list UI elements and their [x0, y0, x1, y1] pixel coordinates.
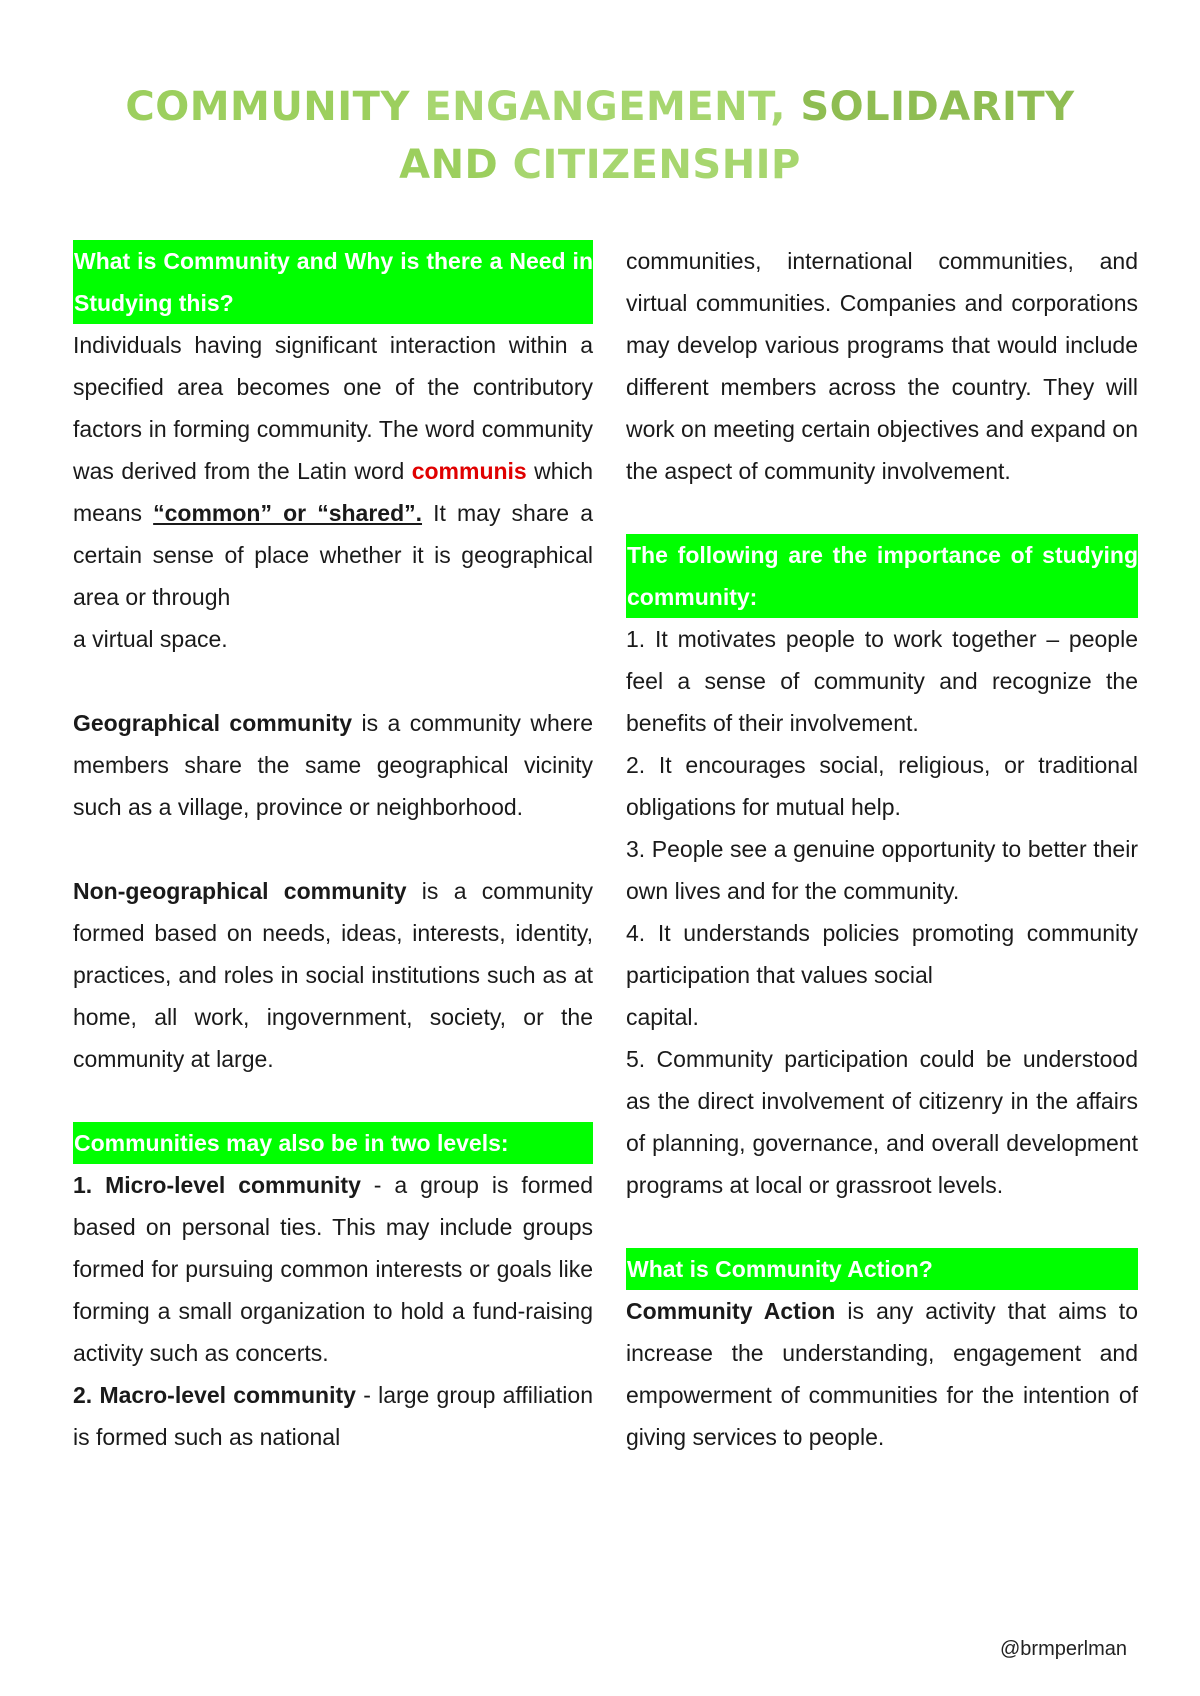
term-community-action: Community Action [626, 1298, 836, 1324]
title-word-engagement: ENGANGEMENT, [424, 84, 801, 130]
non-geographical-text: is a community formed based on needs, ideas, interests, identity, practices, and roles in social institutions such as at home, all work, ingovernment, society, or the community at large. [73, 878, 593, 1072]
term-non-geographical-community: Non-geographical community [73, 878, 407, 904]
term-communis: communis [411, 458, 527, 484]
macro-level-text: - large group affiliation is formed such as national [73, 1382, 593, 1450]
definition-text: Individuals having significant interaction within a specified area becomes one of the contributory factors in forming community. The word community was derived from the Latin word [73, 332, 593, 484]
definition-text-3: It may share a certain sense of place whether it is geographical area or through [73, 500, 593, 610]
term-macro-level: 2. Macro-level community [73, 1382, 356, 1408]
heading-importance: The following are the importance of studying community: [626, 534, 1138, 618]
title-word-and: AND [399, 142, 513, 188]
term-geographical-community: Geographical community [73, 710, 353, 736]
paragraph-virtual-space: a virtual space. [73, 626, 228, 652]
heading-two-levels: Communities may also be in two levels: [73, 1122, 593, 1164]
title-word-citizenship: CITIZENSHIP [512, 142, 801, 188]
list-item-continuation: capital. [626, 1004, 699, 1030]
paragraph-geographical [73, 702, 593, 828]
document-title [0, 78, 1200, 194]
author-handle: @brmperlman [1000, 1638, 1128, 1660]
list-item: 4. It understands policies promoting community participation that values social [626, 920, 1138, 988]
paragraph-non-geographical [73, 870, 593, 1080]
right-column [626, 240, 1138, 1458]
paragraph-macro-level [73, 1374, 593, 1458]
paragraph-micro-level [73, 1164, 593, 1374]
micro-level-text: - a group is formed based on personal ties. This may include groups formed for pursuing common interests or goals like forming a small organization to hold a fund-raising activity such as concerts. [73, 1172, 593, 1366]
heading-what-is-community: What is Community and Why is there a Need in Studying this? [73, 240, 593, 324]
paragraph-continuation: communities, international communities, and virtual communities. Companies and corporations may develop various programs that would include different members across the country. They will work on meeting certain objectives and expand on the aspect of community involvement. [626, 248, 1138, 484]
term-common-shared: “common” or “shared”. [153, 500, 423, 526]
term-micro-level: 1. Micro-level community [73, 1172, 361, 1198]
list-item: 2. It encourages social, religious, or traditional obligations for mutual help. [626, 752, 1138, 820]
list-item: 1. It motivates people to work together – people feel a sense of community and recognize the benefits of their involvement. [626, 626, 1138, 736]
geographical-text: is a community where members share the same geographical vicinity such as a village, province or neighborhood. [73, 710, 593, 820]
community-action-text: is any activity that aims to increase the understanding, engagement and empowerment of communities for the intention of giving services to people. [626, 1298, 1138, 1450]
list-item: 3. People see a genuine opportunity to better their own lives and for the community. [626, 836, 1138, 904]
list-item: 5. Community participation could be understood as the direct involvement of citizenry in the affairs of planning, governance, and overall development programs at local or grassroot levels. [626, 1046, 1138, 1198]
heading-community-action: What is Community Action? [626, 1248, 1138, 1290]
definition-text-2: which means [73, 458, 593, 526]
title-line-1 [0, 78, 1200, 136]
title-word-community: COMMUNITY [125, 84, 425, 130]
left-column [73, 240, 593, 1458]
title-line-2 [0, 136, 1200, 194]
title-word-solidarity: SOLIDARITY [800, 84, 1075, 130]
paragraph-community-action [626, 1290, 1138, 1458]
paragraph-definition [73, 324, 593, 618]
